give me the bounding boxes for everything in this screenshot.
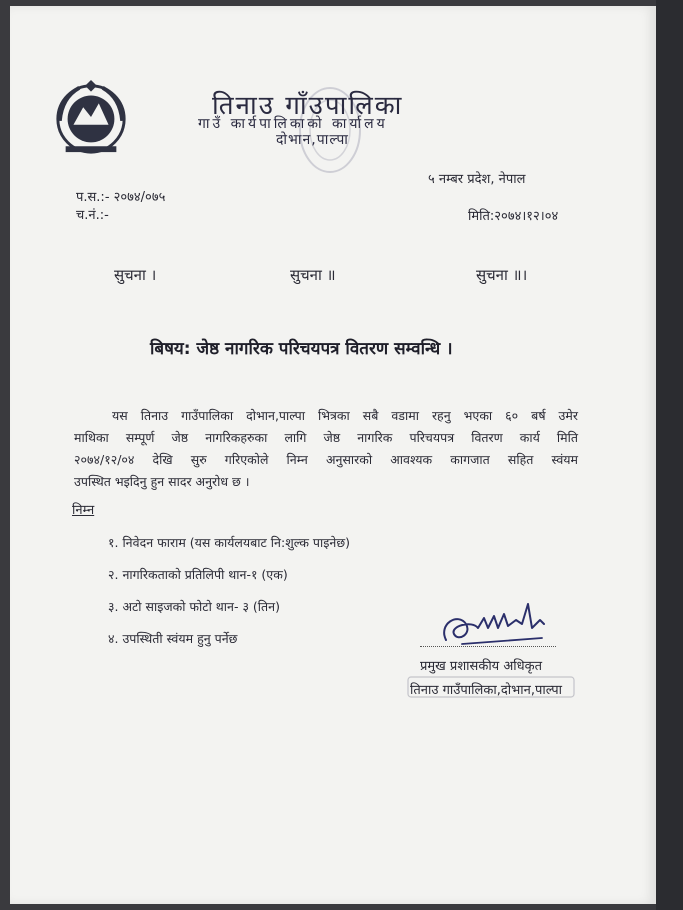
- handwritten-signature: [432, 594, 552, 654]
- background-edge: [656, 0, 683, 910]
- office-name: गाउँ कार्यपालिकाको कार्यालय: [198, 116, 388, 132]
- signatory-office: तिनाउ गाउँपालिका,दोभान,पाल्पा: [410, 683, 563, 698]
- list-item: ३. अटो साइजको फोटो थान- ३ (तिन): [108, 599, 280, 614]
- list-heading: निम्न: [72, 503, 95, 518]
- letter-number: प.स.:- २०७४/०७५: [76, 190, 166, 205]
- subject-line: बिषय: जेष्ठ नागरिक परिचयपत्र वितरण सम्वन्धि ।: [150, 339, 453, 359]
- list-item: २. नागरिकताको प्रतिलिपी थान-१ (एक): [108, 567, 288, 582]
- province-line: ५ नम्बर प्रदेश, नेपाल: [428, 172, 526, 187]
- nepal-government-emblem-icon: [52, 78, 130, 156]
- list-item: ४. उपस्थिती स्वंयम हुनु पर्नेछ: [108, 631, 238, 646]
- body-line: माथिका सम्पूर्ण जेष्ठ नागरिकहरुका लागि जेष्ठ नागरिक परिचयपत्र वितरण कार्य मिति: [74, 430, 578, 445]
- list-item: १. निवेदन फाराम (यस कार्यलयबाट नि:शुल्क पाइनेछ): [108, 535, 350, 550]
- municipality-name: तिनाउ गाँउपालिका: [212, 91, 404, 121]
- body-line: उपस्थित भइदिनु हुन सादर अनुरोध छ ।: [74, 474, 250, 489]
- dispatch-number: च.नं.:-: [76, 208, 109, 223]
- notice-heading-2: सुचना ॥: [290, 266, 336, 284]
- body-line: यस तिनाउ गाउँपालिका दोभान,पाल्पा भित्रका सबै वडामा रहनु भएका ६० बर्ष उमेर: [112, 408, 578, 423]
- body-paragraph: [74, 405, 578, 493]
- signature-line: [420, 646, 556, 647]
- office-address: दोभान,पाल्पा: [276, 132, 349, 148]
- signatory-designation: प्रमुख प्रशासकीय अधिकृत: [420, 659, 543, 674]
- letter-date: मिति:२०७४।१२।०४: [468, 209, 559, 224]
- notice-heading-1: सुचना ।: [114, 266, 157, 284]
- body-line: २०७४/१२/०४ देखि सुरु गरिएकोले निम्न अनुसारको आवश्यक कागजात सहित स्वंयम: [74, 452, 578, 467]
- notice-heading-3: सुचना ॥।: [476, 266, 528, 284]
